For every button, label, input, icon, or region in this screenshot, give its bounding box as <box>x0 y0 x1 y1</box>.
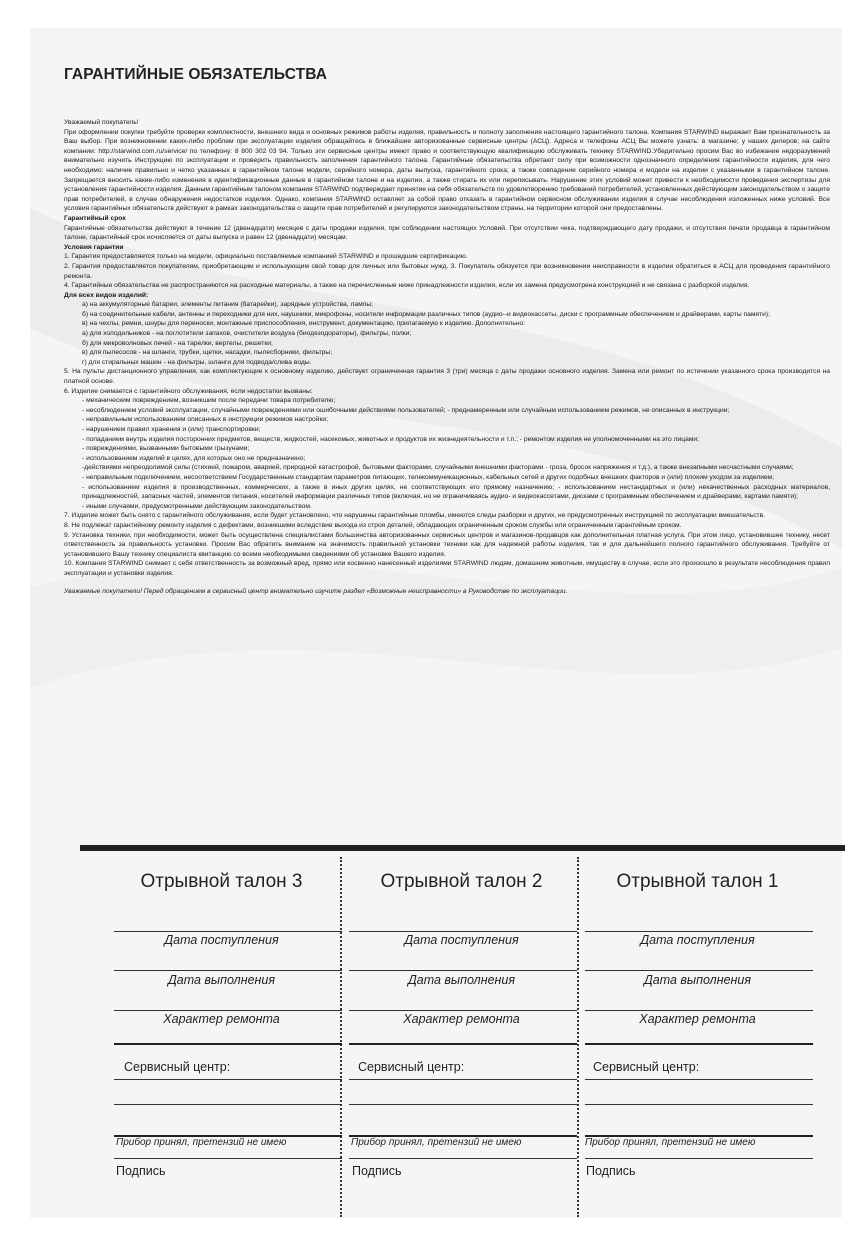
all-types-item: г) для стиральных машин - на фильтры, шланги для подвода/слива воды. <box>82 358 312 366</box>
rule <box>585 1158 813 1159</box>
condition-item: 4. Гарантийные обязательства не распространяются на расходные материалы, а также на перечисленные ниже принадлежности изделия, если их замена предусмотрена конструкцией и не связана с разборкой изделия. <box>64 282 750 290</box>
coupon-title: Отрывной талон 1 <box>616 871 779 892</box>
rule <box>114 1104 342 1105</box>
rule <box>349 1079 577 1080</box>
rule <box>114 1010 342 1011</box>
rule <box>349 1158 577 1159</box>
signature-label: Подпись <box>586 1164 636 1178</box>
rule <box>349 970 577 971</box>
rule <box>114 1043 342 1045</box>
warranty-text <box>64 118 830 596</box>
coupon-1 <box>580 851 815 1217</box>
all-types-item: а) на аккумуляторные батареи, элементы питания (батарейки), зарядные устройства, лампы; <box>82 301 373 309</box>
tear-off-coupons <box>80 851 845 1217</box>
all-types-item: а) для холодильников - на поглотители запахов, очистители воздуха (биодезодораторы), фильтры, полки; <box>82 330 412 338</box>
condition-item: 10. Компания STARWIND снимает с себя ответственность за возможный вред, прямо или косвенно нанесенный изделиями STARWIND людям, домашним животным, имуществу в случае, если это произошло в результате несоблюдения правил эксплуатации и установки изделия. <box>64 560 830 577</box>
exclusion-item: - повреждениями, вызванными бытовыми грызунами; <box>82 445 250 453</box>
rule <box>585 1079 813 1080</box>
rule <box>114 1158 342 1159</box>
intro-paragraph: При оформлении покупки требуйте проверки комплектности, внешнего вида и основных режимов работы изделия, правильность и полноту заполнения настоящего гарантийного талона. Компания STARWIND выражает Вам признательность за Ваш выбор. При возникновении каких-либо проблем при эксплуатации изделия обращайтесь в ближайшие авторизованные сервисные центры (АСЦ). Адреса и телефоны АСЦ Вы можете узнать: в магазине; у наших дилеров; на сайте компании: http://starwind.com.ru/service/ по телефону: 8 800 302 03 94. Только эти сервисные центры имеют право и соответствующую квалификацию обслуживать технику STARWIND.Убедительно просим Вас во избежание недоразумений внимательно изучить Инструкцию по эксплуатации и проверить правильность заполнения гарантийного талона. Гарантийные обязательства обретают силу при возможности однозначного определения гарантийности изделия, для чего необходимо: наличие правильно и четко указанных в гарантийном талоне модели, серийного номера, даты выпуска, гарантийного срока; а также совпадение серийного номера и модели на изделии с указанными в гарантийном талоне. Запрещается вносить какие-либо изменения в идентификационные данные в гарантийном талоне и на изделии, а также стирать их или переписывать. Нарушение этих условий может привести к необходимости проведения экспертизы для установления гарантийности изделия. Данным гарантийным талоном компания STARWIND подтверждает принятие на себя обязательств по удовлетворению требований потребителей, установленных действующим законодательством о защите прав потребителей, в случае обнаружения недостатков изделия. Однако, компания STARWIND оставляет за собой право отказать в гарантийном сервисном обслуживании изделия в случае несоблюдения изложенных ниже условий. Все условия гарантийных обязательств действуют в рамках законодательства о защите прав потребителей и регулируются законодательством страны, на территории которой они предоставлены. <box>64 128 830 213</box>
repair-type-label: Характер ремонта <box>639 1012 756 1026</box>
repair-type-label: Характер ремонта <box>403 1012 520 1026</box>
date-completed-label: Дата выполнения <box>167 973 276 987</box>
exclusion-item: - механическим повреждением, возникшим после передачи товара потребителю; <box>82 397 336 405</box>
all-types-heading: Для всех видов изделий: <box>64 291 149 299</box>
accepted-text: Прибор принял, претензий не имею <box>585 1137 756 1148</box>
rule <box>585 1104 813 1105</box>
rule <box>585 970 813 971</box>
rule <box>114 1079 342 1080</box>
condition-item: 9. Установка техники, при необходимости, может быть осуществлена специалистами большинства авторизованных сервисных центров и магазинов-продавцов как дополнительная платная услуга. При этом лицо, установившее технику, несет ответственность за правильность установки. Просим Вас обратить внимание на значимость правильной установки техники как для надежной работы изделия, так и для дальнейшего полного гарантийного обслуживания. Требуйте от установившего Вашу технику специалиста квитанцию со всеми необходимыми сведениями об установке Вашего изделия. <box>64 531 830 558</box>
page-title: ГАРАНТИЙНЫЕ ОБЯЗАТЕЛЬСТВА <box>64 66 328 83</box>
warranty-period-text: Гарантийные обязательства действуют в течение 12 (двенадцати) месяцев с даты продажи изделия, при соблюдении настоящих Условий. При отсутствии чека, подтверждающего дату продажи, и отсутствия печати продавца в гарантийном талоне, гарантийный срок исчисляется от даты выпуска и равен 12 (двенадцати) месяцам. <box>64 224 830 242</box>
tear-line <box>340 857 342 1217</box>
rule <box>349 1043 577 1045</box>
rule <box>349 931 577 932</box>
condition-item: 1. Гарантия предоставляется только на модели, официально поставляемые компанией STARWIND и прошедшие сертификацию. <box>64 253 468 261</box>
coupon-title: Отрывной талон 3 <box>140 871 303 892</box>
exclusion-item: - использованием изделия в производственных, коммерческих, а также в иных других целях, не соответствующих его прямому назначению; - использованием нестандартных и (или) некачественных расходных материалов, принадлежностей, запасных частей, элементов питания, носителей информации различных типов (включая, но не ограничиваясь аудио- и видеокассетами, дисками с программным обеспечением и драйверами, картами памяти); <box>82 483 830 501</box>
condition-item: 2. Гарантия предоставляется покупателям, приобретающим и использующим свой товар для личных или бытовых нужд. 3. Покупатель обязуется при возникновении неисправности в изделии обратиться в АСЦ для проведения гарантийного ремонта. <box>64 262 830 280</box>
exclusion-item: - нарушением правил хранения и (или) транспортировки; <box>82 426 261 433</box>
all-types-item: б) для микроволновых печей - на тарелки, вертелы, решетки; <box>82 339 273 347</box>
exclusion-item: - неправильным использованием описанных в инструкции режимов настройки; <box>82 416 329 424</box>
coupon-title: Отрывной талон 2 <box>380 871 543 892</box>
rule <box>585 1043 813 1045</box>
date-received-label: Дата поступления <box>164 933 279 947</box>
date-completed-label: Дата выполнения <box>643 973 752 987</box>
exclusion-item: - несоблюдением условий эксплуатации, случайными повреждениями или ошибочными действиями пользователей; - преднамеренным или случайным использованием режимов, не описанных в инструкции; <box>82 406 730 414</box>
date-received-label: Дата поступления <box>640 933 755 947</box>
service-center-label: Сервисный центр: <box>358 1060 465 1074</box>
signature-label: Подпись <box>352 1164 402 1178</box>
all-types-item: в) для пылесосов - на шланги, трубки, щетки, насадки, пылесборники, фильтры; <box>82 349 333 357</box>
repair-type-label: Характер ремонта <box>163 1012 280 1026</box>
coupon-3 <box>104 851 339 1217</box>
signature-label: Подпись <box>116 1164 166 1178</box>
exclusion-item: - иными случаями, предусмотренными действующим законодательством. <box>82 502 312 510</box>
exclusion-item: - попаданием внутрь изделия посторонних предметов, веществ, жидкостей, насекомых, животных и продуктов их жизнедеятельности и т.п.; - ремонтом изделия не уполномоченными на это лицами; <box>82 435 700 443</box>
greeting: Уважаемый покупатель! <box>64 119 139 126</box>
date-completed-label: Дата выполнения <box>407 973 516 987</box>
exclusion-item: - неправильным подключением, несоответствием Государственным стандартам параметров питающих, телекоммуникационных, кабельных сетей и других подобных внешних факторов и (или) плохим уходом за изделием; <box>82 473 775 481</box>
warranty-period-heading: Гарантийный срок <box>64 214 126 222</box>
rule <box>585 931 813 932</box>
rule <box>114 970 342 971</box>
conditions-heading: Условия гарантии <box>64 243 124 251</box>
accepted-text: Прибор принял, претензий не имею <box>116 1137 287 1148</box>
exclusion-item: -действиями непреодолимой силы (стихией, пожаром, аварией, природной катастрофой, бытовыми факторами, случайными внешними факторами - гроза, бросок напряжения и т.д.), а также внезапными несчастными случаями; <box>82 464 794 472</box>
service-note: Уважаемые покупатели! Перед обращением в сервисный центр внимательно изучите раздел «Возможные неисправности» в Руководстве по эксплуатации. <box>64 587 568 595</box>
condition-item-5: 5. На пульты дистанционного управления, как комплектующие к основному изделию, действует ограниченная гарантия 3 (три) месяца с даты продажи основного изделия. Замена или ремонт по истечении указанного срока производится на платной основе. <box>64 368 830 386</box>
condition-item: 8. Не подлежат гарантийному ремонту изделия с дефектами, возникшими вследствие выхода из строя деталей, обладающих ограниченным сроком службы или ограниченным гарантийным сроком. <box>64 521 682 529</box>
all-types-item: б) на соединительные кабели, антенны и переходники для них, наушники, микрофоны, носители информации различных типов (аудио--и видеокассеты, диски с программным обеспечением и драйверами, карты памяти); <box>82 310 770 318</box>
rule <box>114 931 342 932</box>
rule <box>349 1104 577 1105</box>
rule <box>585 1010 813 1011</box>
coupon-2 <box>344 851 579 1217</box>
rule <box>349 1010 577 1011</box>
condition-item-6: 6. Изделие снимается с гарантийного обслуживания, если недостатки вызваны: <box>64 387 313 395</box>
service-center-label: Сервисный центр: <box>593 1060 700 1074</box>
all-types-item: в) на чехлы, ремни, шнуры для переноски, монтажные приспособления, инструмент, документацию, прилагаемую к изделию. Дополнительно: <box>82 320 526 328</box>
service-center-label: Сервисный центр: <box>124 1060 231 1074</box>
accepted-text: Прибор принял, претензий не имею <box>351 1137 522 1148</box>
condition-item: 7. Изделие может быть снято с гарантийного обслуживания, если будет установлено, что нарушены гарантийные пломбы, имеются следы разборки и других, не предусмотренных инструкцией по эксплуатации вмешательств. <box>64 512 766 520</box>
exclusion-item: - использованием изделий в целях, для которых оно не предназначено; <box>82 454 306 462</box>
date-received-label: Дата поступления <box>404 933 519 947</box>
